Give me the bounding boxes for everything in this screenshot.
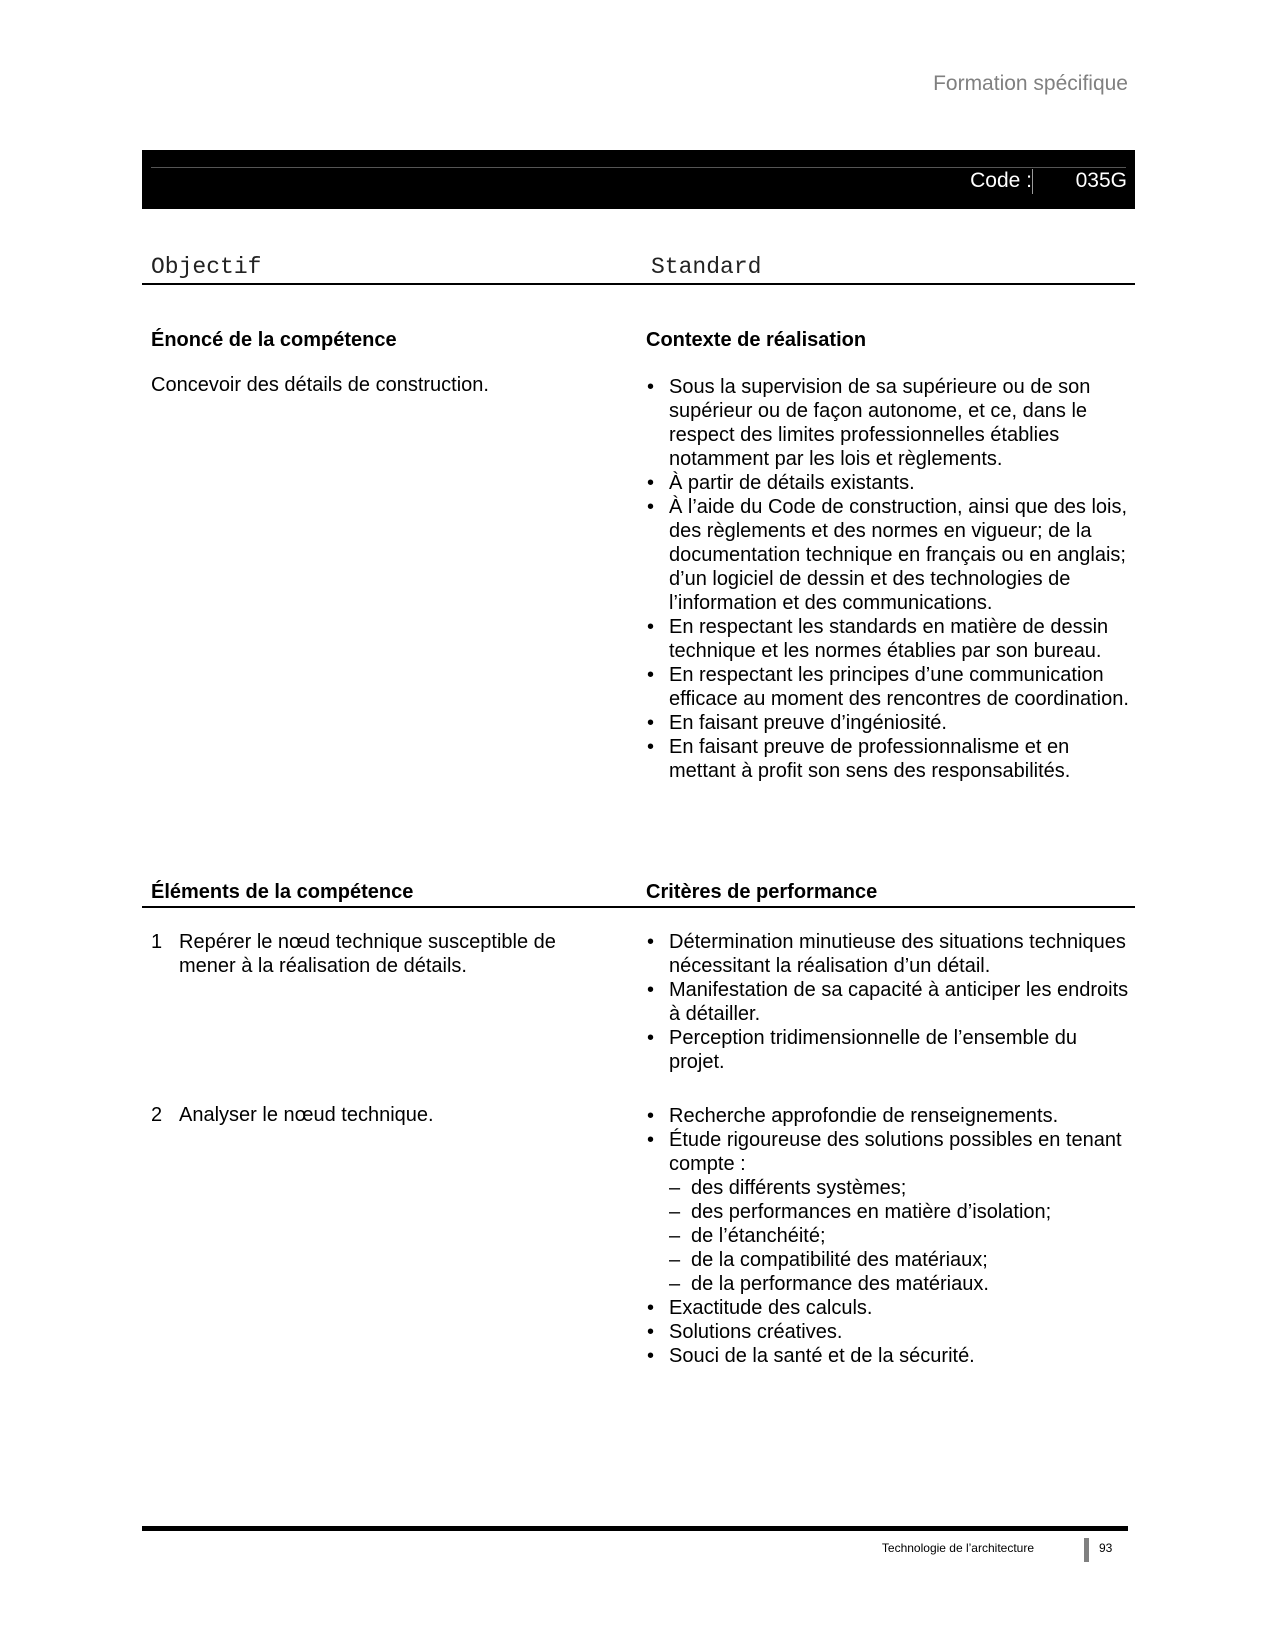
sub-list-item: – de la performance des matériaux. <box>669 1272 1136 1296</box>
list-item: • À partir de détails existants. <box>646 471 1136 495</box>
list-item <box>646 1128 1136 1296</box>
running-head: Formation spécifique <box>933 72 1128 95</box>
page-number: 93 <box>1099 1541 1113 1555</box>
element-text: Analyser le nœud technique. <box>179 1104 434 1126</box>
code-bar <box>142 150 1135 209</box>
sub-list-item: – de la compatibilité des matériaux; <box>669 1248 1136 1272</box>
element-2-criteria <box>646 1104 1136 1368</box>
enonce-text: Concevoir des détails de construction. <box>151 374 489 396</box>
list-item: • Sous la supervision de sa supérieure ou de son supérieur ou de façon autonome, et ce, dans le respect des limites professionnelles établies notamment par les lois et règlements. <box>646 375 1136 471</box>
list-item: • Détermination minutieuse des situations techniques nécessitant la réalisation d’un détail. <box>646 930 1136 978</box>
column-heading-objectif: Objectif <box>151 254 262 280</box>
criteres-title: Critères de performance <box>646 881 878 903</box>
sub-list-item: – de l’étanchéité; <box>669 1224 1136 1248</box>
code-value: 035G <box>1075 169 1127 192</box>
list-item: • Exactitude des calculs. <box>646 1296 1136 1320</box>
footer-title: Technologie de l’architecture <box>881 1541 1034 1555</box>
sub-list-item: – des différents systèmes; <box>669 1176 1136 1200</box>
list-item-text: Étude rigoureuse des solutions possibles en tenant compte : <box>669 1129 1122 1175</box>
elements-rule <box>142 906 1135 908</box>
list-item: • Recherche approfondie de renseignements. <box>646 1104 1136 1128</box>
element-2 <box>151 1103 581 1127</box>
enonce-title: Énoncé de la compétence <box>151 329 397 351</box>
element-text: Repérer le nœud technique susceptible de mener à la réalisation de détails. <box>179 931 556 977</box>
elements-title: Éléments de la compétence <box>151 881 414 903</box>
element-1-criteria <box>646 930 1136 1074</box>
sub-list <box>669 1176 1136 1296</box>
list-item: • Perception tridimensionnelle de l’ensemble du projet. <box>646 1026 1136 1074</box>
list-item: • En respectant les principes d’une communication efficace au moment des rencontres de coordination. <box>646 663 1136 711</box>
element-number: 2 <box>151 1104 163 1126</box>
list-item: • Manifestation de sa capacité à anticiper les endroits à détailler. <box>646 978 1136 1026</box>
code-label: Code : <box>970 169 1032 192</box>
element-number: 1 <box>151 931 163 953</box>
code-bar-inner-rule <box>151 167 1126 168</box>
sub-list-item: – des performances en matière d’isolation; <box>669 1200 1136 1224</box>
element-1 <box>151 930 581 978</box>
contexte-title: Contexte de réalisation <box>646 329 867 351</box>
list-item: • Souci de la santé et de la sécurité. <box>646 1344 1136 1368</box>
column-heading-rule <box>142 283 1135 285</box>
code-separator <box>1032 169 1033 194</box>
list-item: • En respectant les standards en matière de dessin technique et les normes établies par son bureau. <box>646 615 1136 663</box>
list-item: • À l’aide du Code de construction, ainsi que des lois, des règlements et des normes en vigueur; de la documentation technique en français ou en anglais; d’un logiciel de dessin et des technologies de l’information et des communications. <box>646 495 1136 615</box>
column-heading-standard: Standard <box>651 254 762 280</box>
list-item: • En faisant preuve d’ingéniosité. <box>646 711 1136 735</box>
list-item: • Solutions créatives. <box>646 1320 1136 1344</box>
footer-separator <box>1084 1538 1089 1562</box>
contexte-list <box>646 375 1136 783</box>
footer-rule <box>142 1526 1128 1531</box>
list-item: • En faisant preuve de professionnalisme et en mettant à profit son sens des responsabilités. <box>646 735 1136 783</box>
